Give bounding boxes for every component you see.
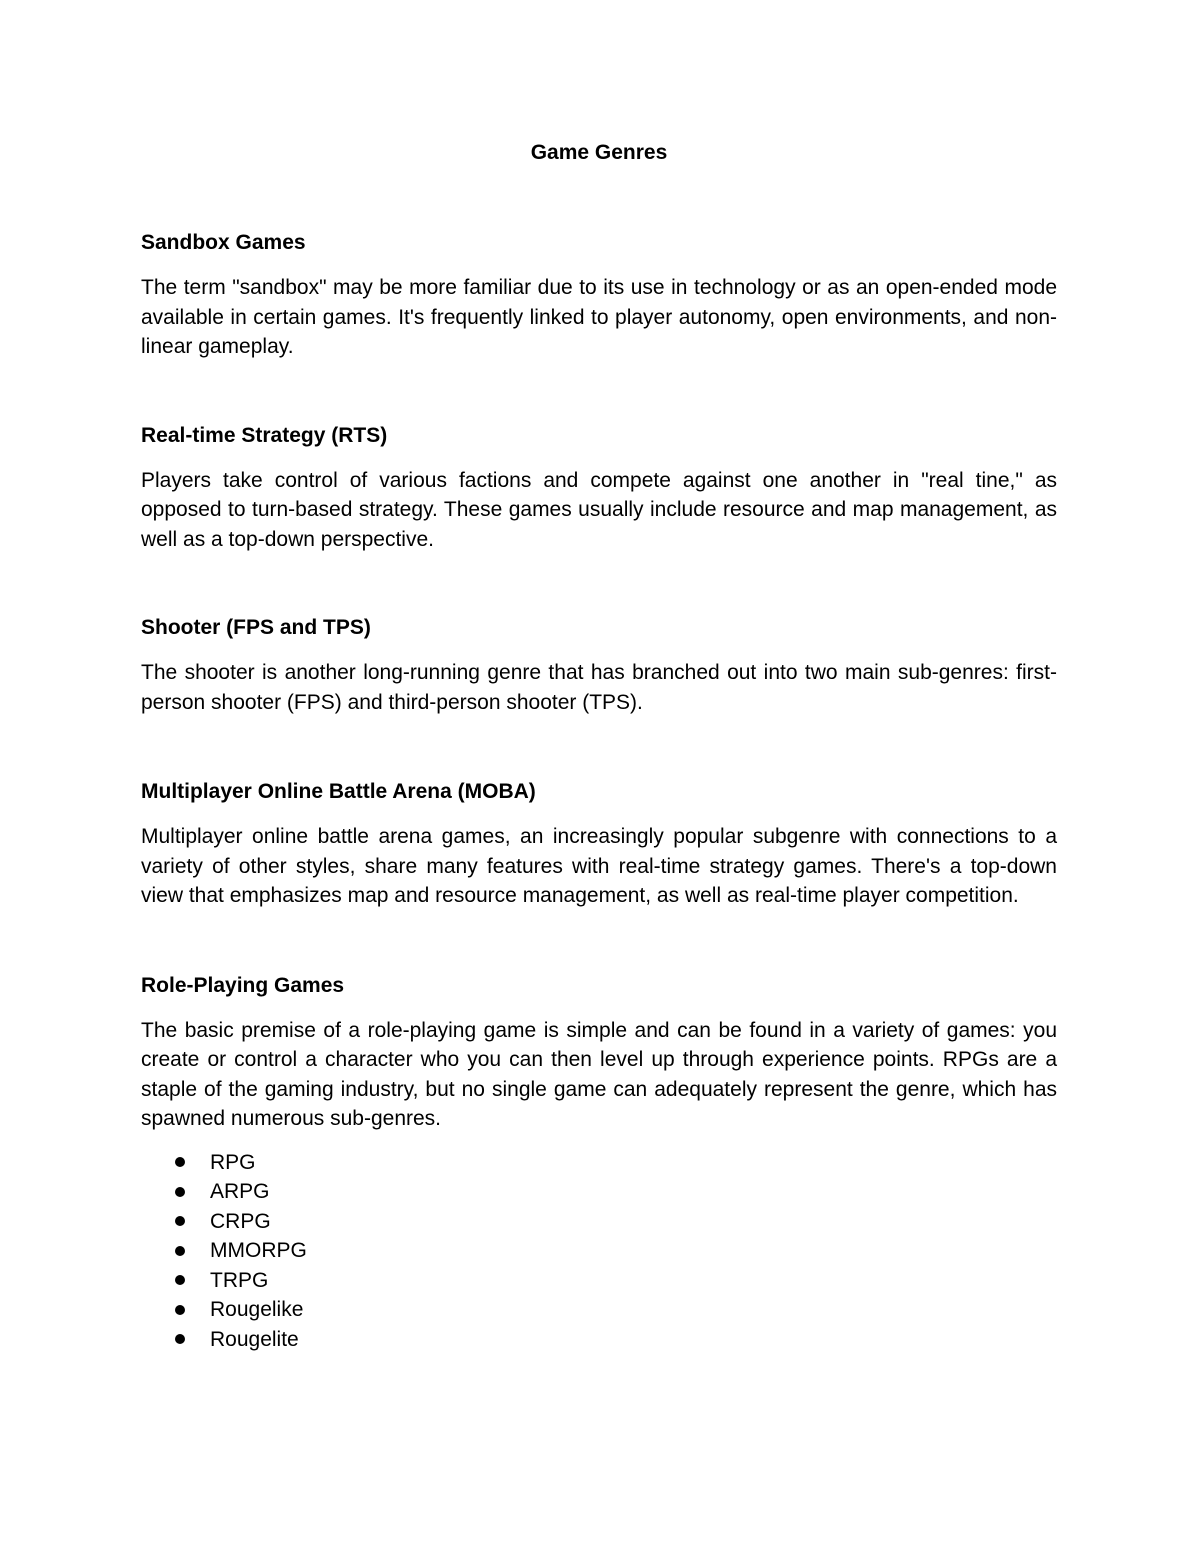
section-spacer <box>141 911 1057 971</box>
bullet-icon <box>175 1246 185 1256</box>
list-item <box>141 1207 1057 1237</box>
bullet-icon <box>175 1275 185 1285</box>
section-body: Players take control of various factions and compete against one another in "real tine," as opposed to turn-based strategy. These games usually include resource and map management, as well as a top-down perspective. <box>141 468 1057 551</box>
section-real-time-strategy <box>141 421 1057 555</box>
bullet-icon <box>175 1157 185 1167</box>
document-title: Game Genres <box>530 141 668 164</box>
list-item <box>141 1266 1057 1296</box>
section-body: The shooter is another long-running genre that has branched out into two main sub-genres: first-person shooter (FPS) and third-person shooter (TPS). <box>141 661 1057 714</box>
list-item-label: ARPG <box>210 1180 270 1203</box>
subgenre-list <box>141 1148 1057 1355</box>
section-spacer <box>141 362 1057 421</box>
list-item <box>141 1325 1057 1355</box>
list-item-label: CRPG <box>210 1209 271 1233</box>
list-item-label: Rougelike <box>210 1298 304 1321</box>
section-heading: Shooter (FPS and TPS) <box>141 616 371 639</box>
section-heading: Sandbox Games <box>141 231 306 254</box>
section-body: The term "sandbox" may be more familiar due to its use in technology or as an open-ended mode available in certain games. It's frequently linked to player autonomy, open environments, and non-linear gameplay. <box>141 276 1057 358</box>
section-spacer <box>141 554 1057 613</box>
list-item-label: MMORPG <box>210 1239 307 1262</box>
section-body: The basic premise of a role-playing game is simple and can be found in a variety of games: you create or control a character who you can then level up through experience points. RPGs are a staple of the gaming industry, but no single game can adequately represent the genre, which has spawned numerous sub-genres. <box>141 1018 1057 1130</box>
section-sandbox-games <box>141 228 1057 362</box>
list-item <box>141 1177 1057 1207</box>
bullet-icon <box>175 1334 185 1344</box>
section-heading: Role-Playing Games <box>141 973 345 997</box>
bullet-icon <box>175 1187 185 1197</box>
bullet-icon <box>175 1216 185 1226</box>
list-item <box>141 1295 1057 1325</box>
document-page <box>141 138 1057 1354</box>
list-item <box>141 1148 1057 1178</box>
list-item-label: TRPG <box>210 1268 269 1292</box>
section-heading: Multiplayer Online Battle Arena (MOBA) <box>141 780 536 803</box>
section-spacer <box>141 717 1057 777</box>
section-moba <box>141 777 1057 911</box>
list-item <box>141 1236 1057 1266</box>
section-shooter <box>141 613 1057 717</box>
section-heading: Real-time Strategy (RTS) <box>141 423 388 447</box>
list-item-label: Rougelite <box>210 1327 299 1351</box>
bullet-icon <box>175 1305 185 1315</box>
list-item-label: RPG <box>210 1150 256 1174</box>
section-body: Multiplayer online battle arena games, an increasingly popular subgenre with connections to a variety of other styles, share many features with real-time strategy games. There's a top-down view that emphasizes map and resource management, as well as real-time player competition. <box>141 825 1057 907</box>
section-role-playing-games <box>141 971 1057 1355</box>
